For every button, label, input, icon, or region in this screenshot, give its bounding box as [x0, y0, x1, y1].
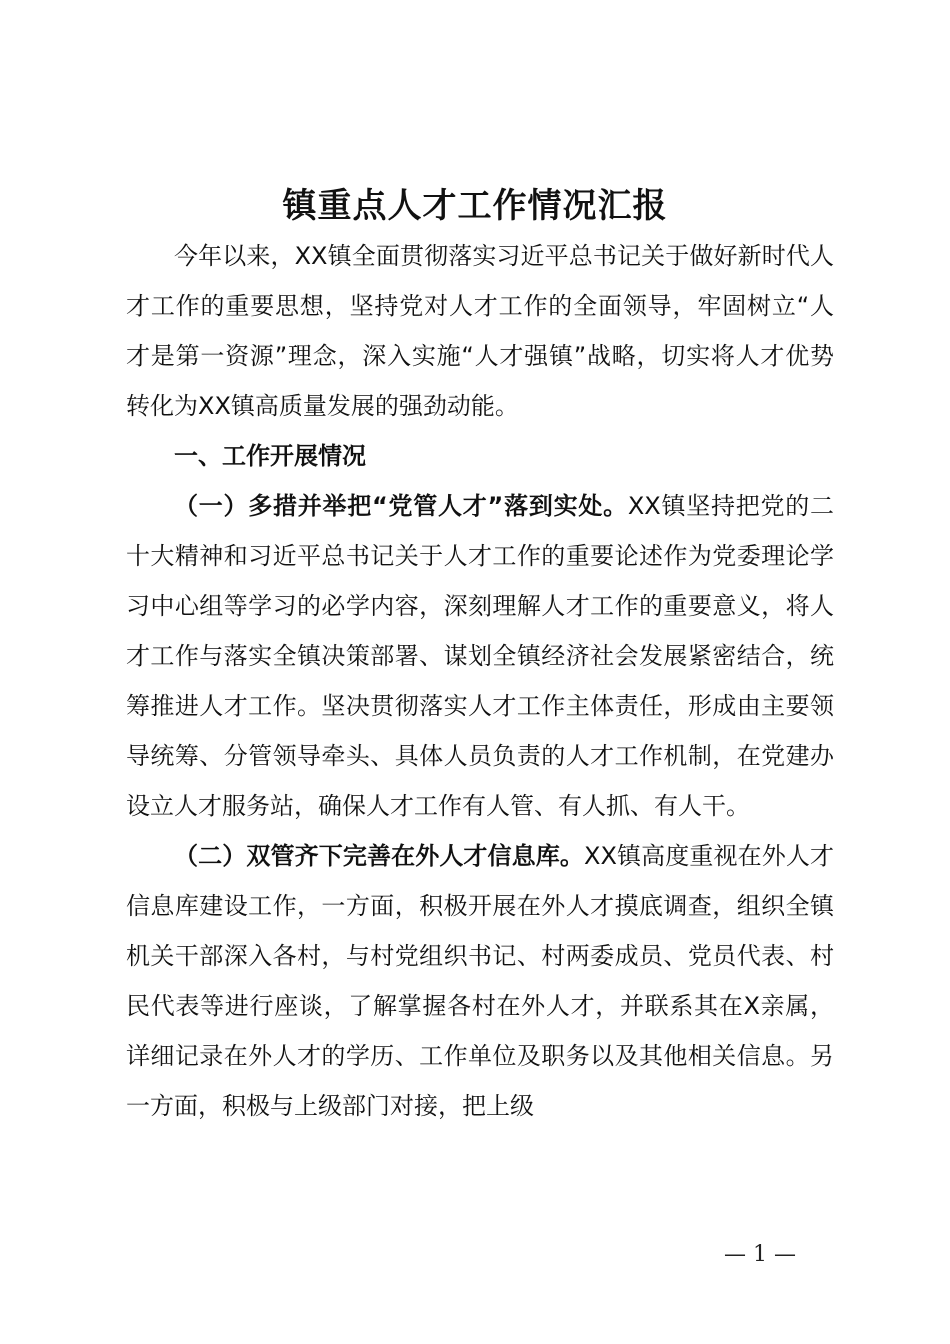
- item-1-paragraph: [126, 481, 834, 831]
- document-title: 镇重点人才工作情况汇报: [282, 186, 668, 226]
- item-2-lead: （二）双管齐下完善在外人才信息库。: [174, 842, 585, 870]
- document-body: [126, 231, 834, 1131]
- intro-paragraph: 今年以来，XX镇全面贯彻落实习近平总书记关于做好新时代人才工作的重要思想，坚持党对人才工作的全面领导，牢固树立“人才是第一资源”理念，深入实施“人才强镇”战略，切实将人才优势转化为XX镇高质量发展的强劲动能。: [126, 242, 834, 420]
- item-1-text: XX镇坚持把党的二十大精神和习近平总书记关于人才工作的重要论述作为党委理论学习中心组等学习的必学内容，深刻理解人才工作的重要意义，将人才工作与落实全镇决策部署、谋划全镇经济社会发展紧密结合，统筹推进人才工作。坚决贯彻落实人才工作主体责任，形成由主要领导统筹、分管领导牵头、具体人员负责的人才工作机制，在党建办设立人才服务站，确保人才工作有人管、有人抓、有人干。: [126, 492, 834, 820]
- item-2-paragraph: [126, 831, 834, 1131]
- section-heading: 一、工作开展情况: [174, 442, 366, 470]
- item-1-lead: （一）多措并举把“党管人才”落到实处。: [174, 492, 628, 520]
- page-number: — 1 —: [724, 1242, 796, 1267]
- item-2-text: XX镇高度重视在外人才信息库建设工作，一方面，积极开展在外人才摸底调查，组织全镇机关干部深入各村，与村党组织书记、村两委成员、党员代表、村民代表等进行座谈，了解掌握各村在外人才，并联系其在X亲属，详细记录在外人才的学历、工作单位及职务以及其他相关信息。另一方面，积极与上级部门对接，把上级: [126, 842, 835, 1120]
